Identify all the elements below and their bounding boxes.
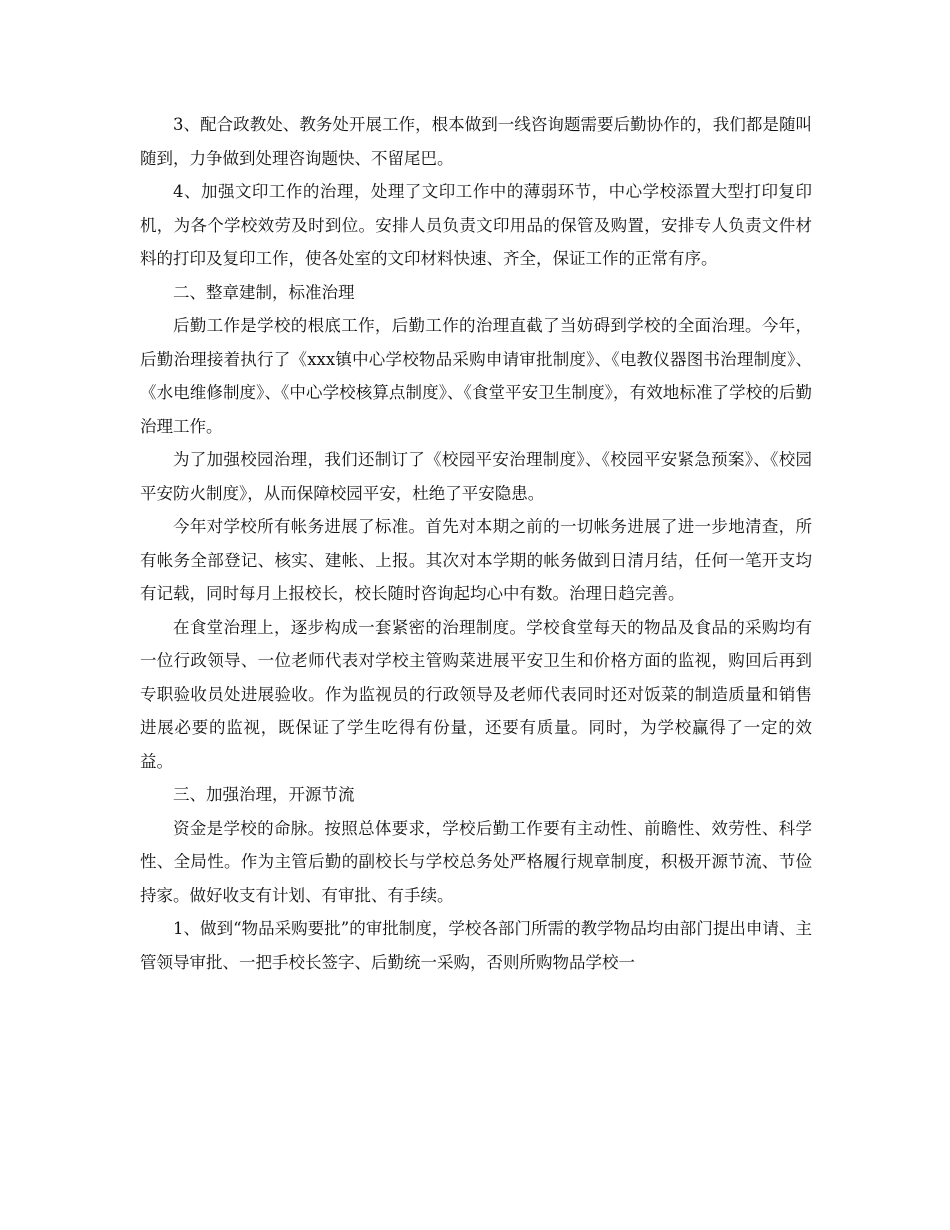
paragraph-campus-safety: 为了加强校园治理，我们还制订了《校园平安治理制度》、《校园平安紧急预案》、《校园平安防火制度》，从而保障校园平安，杜绝了平安隐患。 bbox=[140, 450, 812, 503]
paragraph-item-4-printing: 4、加强文印工作的治理，处理了文印工作中的薄弱环节，中心学校添置大型打印复印机，为各个学校效劳及时到位。安排人员负责文印用品的保管及购置，安排专人负责文件材料的打印及复印工作，使各处室的文印材料快速、齐全，保证工作的正常有序。 bbox=[140, 182, 812, 268]
paragraph-accounts: 今年对学校所有帐务进展了标准。首先对本期之前的一切帐务进展了进一步地清查，所有帐务全部登记、核实、建帐、上报。其次对本学期的帐务做到日清月结，任何一笔开支均有记载，同时每月上报校长，校长随时咨询起均心中有数。治理日趋完善。 bbox=[140, 517, 812, 603]
paragraph-logistics-rules: 后勤工作是学校的根底工作，后勤工作的治理直截了当妨碍到学校的全面治理。今年，后勤治理接着执行了《xxx镇中心学校物品采购申请审批制度》、《电教仪器图书治理制度》、《水电维修制度》、《中心学校核算点制度》、《食堂平安卫生制度》，有效地标准了学校的后勤治理工作。 bbox=[140, 316, 812, 436]
section-heading-2: 二、整章建制，标准治理 bbox=[173, 282, 355, 302]
paragraph-item-1-procurement: 1、做到“物品采购要批”的审批制度，学校各部门所需的教学物品均由部门提出申请、主管领导审批、一把手校长签字、后勤统一采购，否则所购物品学校一 bbox=[140, 919, 812, 972]
paragraph-funding: 资金是学校的命脉。按照总体要求，学校后勤工作要有主动性、前瞻性、效劳性、科学性、全局性。作为主管后勤的副校长与学校总务处严格履行规章制度，积极开源节流、节俭持家。做好收支有计划、有审批、有手续。 bbox=[140, 818, 812, 905]
document-page bbox=[140, 108, 812, 979]
section-heading-3: 三、加强治理，开源节流 bbox=[173, 785, 355, 804]
paragraph-item-3-cooperation: 3、配合政教处、教务处开展工作，根本做到一线咨询题需要后勤协作的，我们都是随叫随到，力争做到处理咨询题快、不留尾巴。 bbox=[140, 115, 812, 168]
paragraph-canteen: 在食堂治理上，逐步构成一套紧密的治理制度。学校食堂每天的物品及食品的采购均有一位行政领导、一位老师代表对学校主管购菜进展平安卫生和价格方面的监视，购回后再到专职验收员处进展验收。作为监视员的行政领导及老师代表同时还对饭菜的制造质量和销售进展必要的监视，既保证了学生吃得有份量，还要有质量。同时，为学校赢得了一定的效益。 bbox=[140, 617, 812, 771]
